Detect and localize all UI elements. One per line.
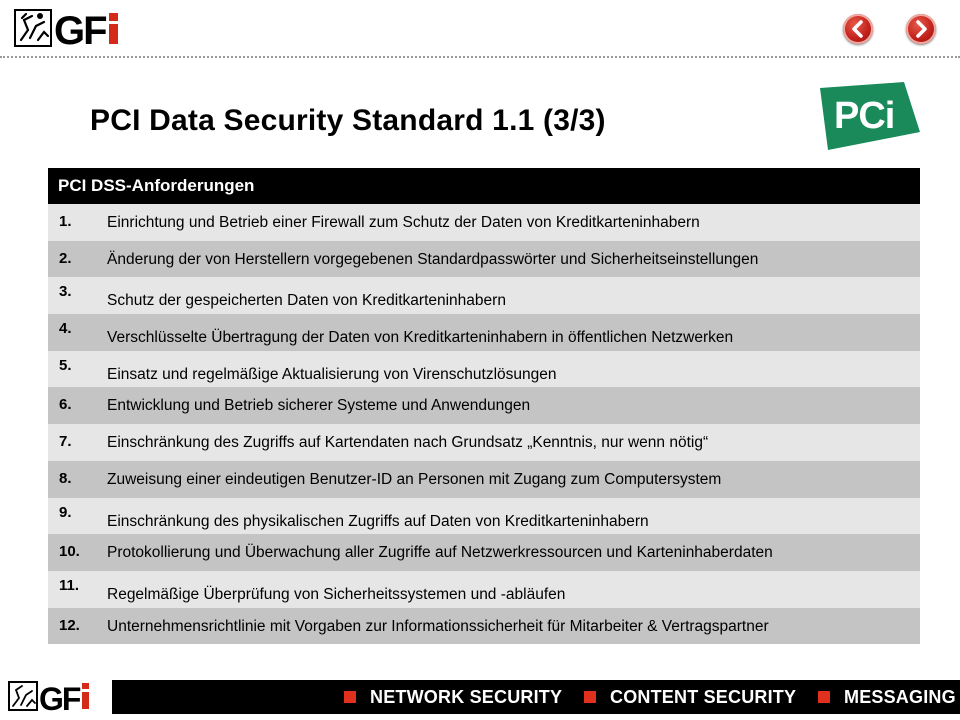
chevron-right-icon [906, 14, 936, 44]
table-row [48, 571, 920, 608]
footer-label: CONTENT SECURITY [610, 686, 797, 707]
row-number: 1. [59, 213, 72, 230]
row-number: 11. [59, 576, 80, 594]
row-text: Verschlüsselte Übertragung der Daten von Kreditkarteninhabern in öffentlichen Netzwerken [107, 329, 734, 347]
red-square-icon [818, 691, 830, 703]
table-row [48, 534, 920, 571]
footer-network-security [344, 680, 562, 714]
red-square-icon [344, 691, 356, 703]
row-number: 12. [59, 616, 80, 634]
row-text: Entwicklung und Betrieb sicherer Systeme und Anwendungen [107, 397, 531, 415]
row-number: 9. [59, 503, 72, 521]
table-row [48, 277, 920, 314]
header-divider [0, 56, 960, 58]
requirements-table [48, 168, 920, 644]
row-text: Protokollierung und Überwachung aller Zugriffe auf Netzwerkressourcen und Karteninhaberdaten [107, 544, 773, 562]
row-text: Einschränkung des Zugriffs auf Kartendaten nach Grundsatz „Kenntnis, nur wenn nötig“ [107, 434, 709, 452]
footer-gfi-logo [8, 678, 92, 714]
previous-slide-button[interactable] [843, 14, 873, 44]
svg-text:GF: GF [39, 681, 80, 714]
red-square-icon [584, 691, 596, 703]
row-number: 3. [59, 283, 72, 301]
table-row [48, 424, 920, 461]
footer-label: NETWORK SECURITY [370, 686, 563, 707]
table-row [48, 241, 920, 278]
table-header: PCI DSS-Anforderungen [48, 168, 920, 204]
row-number: 2. [59, 249, 72, 267]
table-row [48, 351, 920, 388]
row-number: 6. [59, 396, 72, 414]
table-row [48, 498, 920, 535]
row-text: Regelmäßige Überprüfung von Sicherheitssystemen und -abläufen [107, 585, 566, 603]
row-text: Schutz der gespeicherten Daten von Kreditkarteninhabern [107, 292, 506, 310]
chevron-left-icon [843, 14, 873, 44]
footer-messaging [818, 680, 956, 714]
row-number: 10. [59, 543, 80, 561]
table-row [48, 387, 920, 424]
pci-logo [820, 82, 920, 150]
table-row [48, 461, 920, 498]
row-text: Unternehmensrichtlinie mit Vorgaben zur Informationssicherheit für Mitarbeiter & Vertragspartner [107, 617, 769, 635]
table-row [48, 608, 920, 645]
row-text: Einschränkung des physikalischen Zugriffs auf Daten von Kreditkarteninhabern [107, 512, 649, 530]
row-text: Zuweisung einer eindeutigen Benutzer-ID an Personen mit Zugang zum Computersystem [107, 470, 722, 488]
svg-text:PCi: PCi [834, 95, 895, 137]
row-number: 7. [59, 433, 72, 451]
next-slide-button[interactable] [906, 14, 936, 44]
svg-text:GF: GF [54, 9, 106, 50]
table-row [48, 314, 920, 351]
row-number: 8. [59, 469, 72, 487]
row-text: Änderung der von Herstellern vorgegebenen Standardpasswörter und Sicherheitseinstellungen [107, 250, 759, 268]
row-text: Einrichtung und Betrieb einer Firewall zum Schutz der Daten von Kreditkarteninhabern [107, 214, 700, 231]
footer-bar [112, 680, 960, 714]
page-title: PCI Data Security Standard 1.1 (3/3) [90, 104, 606, 137]
gfi-logo [14, 6, 122, 50]
footer-label: MESSAGING [844, 686, 956, 707]
row-text: Einsatz und regelmäßige Aktualisierung von Virenschutzlösungen [107, 365, 557, 383]
footer-content-security [584, 680, 796, 714]
row-number: 4. [59, 320, 72, 338]
table-row [48, 204, 920, 241]
row-number: 5. [59, 356, 72, 374]
